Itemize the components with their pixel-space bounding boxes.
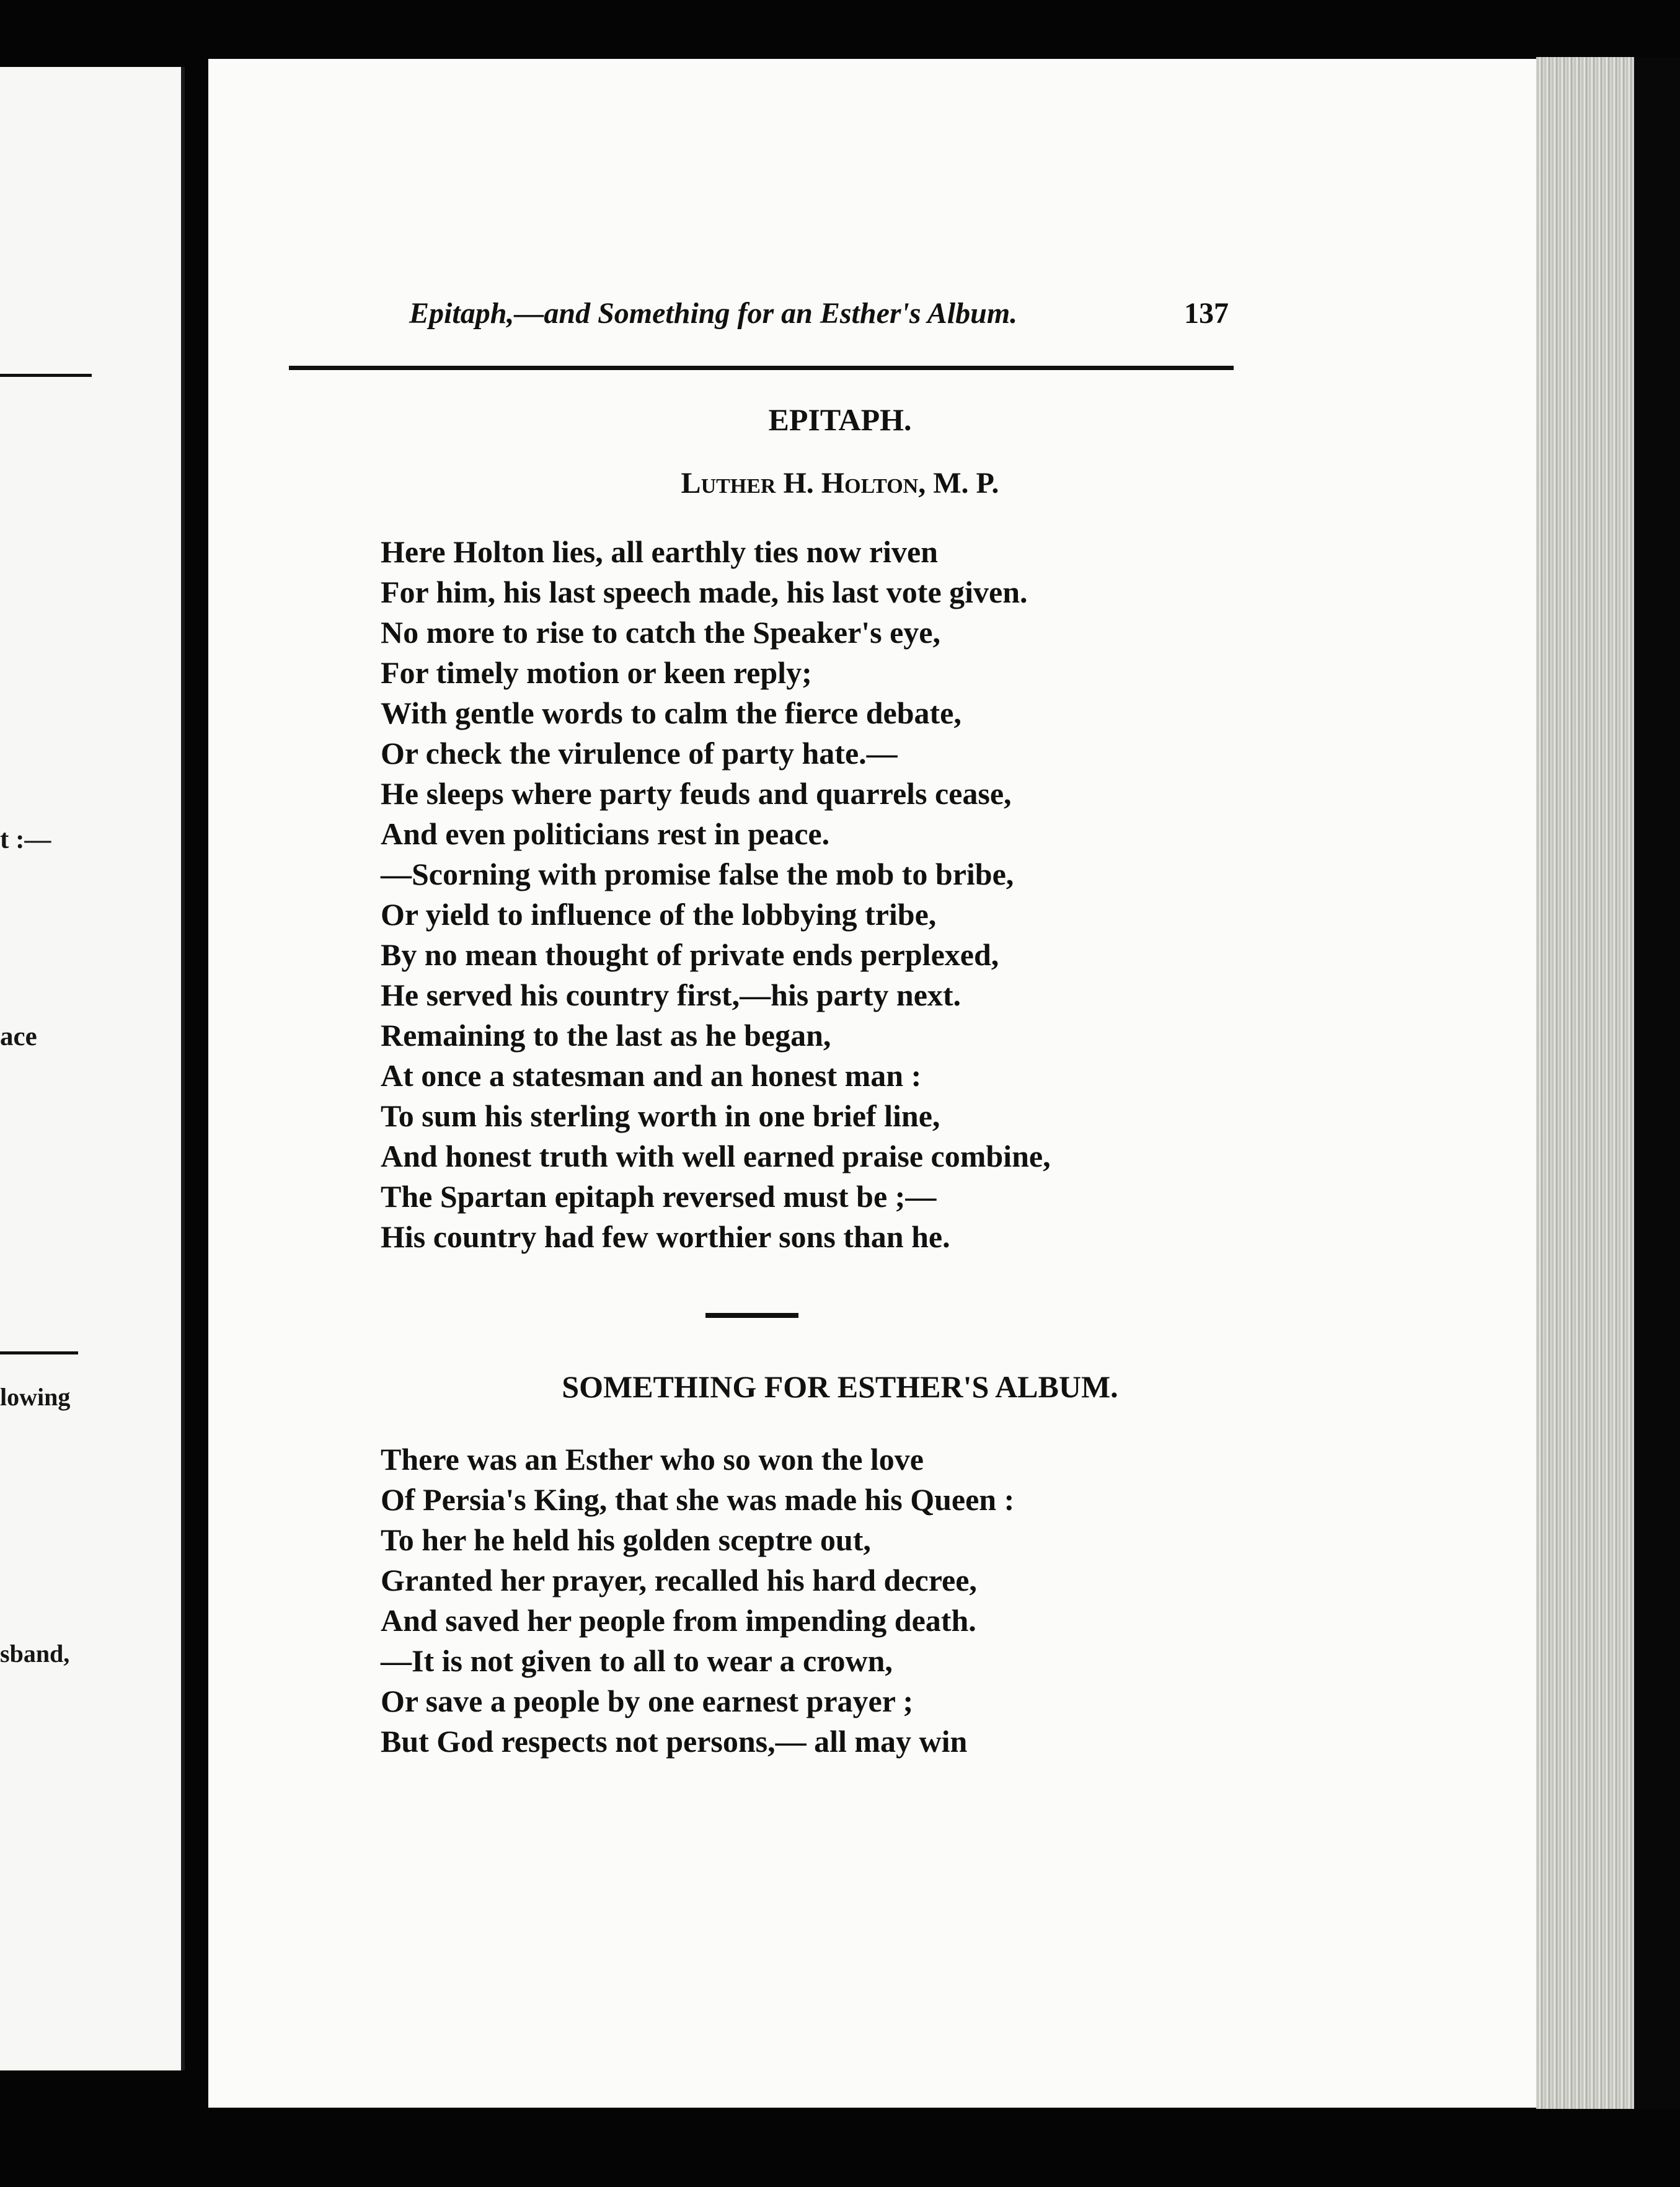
running-head: Epitaph,—and Something for an Esther's Album.	[409, 297, 1018, 330]
poem-line: To her he held his golden sceptre out,	[381, 1522, 871, 1557]
poem-line: He served his country first,—his party next.	[381, 978, 962, 1012]
poem-line: With gentle words to calm the fierce debate,	[381, 696, 962, 730]
poem-line: Or yield to influence of the lobbying tribe,	[381, 897, 937, 932]
page-edges	[1536, 57, 1635, 2109]
epitaph-poem	[381, 532, 1051, 1257]
previous-page-rule-bottom	[0, 1351, 78, 1354]
previous-page-fragment: sband,	[0, 1640, 70, 1668]
poem-line: He sleeps where party feuds and quarrels cease,	[381, 776, 1012, 811]
section-separator	[705, 1313, 798, 1318]
album-title: SOMETHING FOR ESTHER'S ALBUM.	[562, 1369, 1118, 1404]
poem-line: The Spartan epitaph reversed must be ;—	[381, 1179, 937, 1214]
previous-page-fragment: lowing	[0, 1383, 71, 1411]
poem-line: Here Holton lies, all earthly ties now riven	[381, 534, 938, 569]
poem-line: But God respects not persons,— all may win	[381, 1724, 968, 1759]
poem-line: By no mean thought of private ends perplexed,	[381, 937, 999, 972]
poem-line: His country had few worthier sons than he.	[381, 1219, 950, 1254]
page-number: 137	[1184, 297, 1229, 330]
poem-line: Or check the virulence of party hate.—	[381, 736, 898, 771]
poem-line: There was an Esther who so won the love	[381, 1442, 924, 1477]
previous-page	[0, 67, 185, 2070]
poem-line: Granted her prayer, recalled his hard decree,	[381, 1563, 977, 1597]
poem-line: Remaining to the last as he began,	[381, 1018, 831, 1053]
previous-page-fragment: ace	[0, 1022, 37, 1051]
poem-line: No more to rise to catch the Speaker's eye,	[381, 615, 941, 650]
poem-line: At once a statesman and an honest man :	[381, 1058, 922, 1093]
poem-line: Or save a people by one earnest prayer ;	[381, 1684, 914, 1718]
poem-line: And saved her people from impending death.	[381, 1603, 976, 1638]
previous-page-fragment: t :—	[0, 825, 51, 854]
epitaph-subtitle: Luther H. Holton, M. P.	[681, 467, 999, 500]
poem-line: And even politicians rest in peace.	[381, 816, 830, 851]
poem-line: To sum his sterling worth in one brief line,	[381, 1098, 940, 1133]
poem-line: Of Persia's King, that she was made his Queen :	[381, 1482, 1015, 1517]
album-poem	[381, 1439, 1014, 1762]
poem-line: —It is not given to all to wear a crown,	[381, 1643, 893, 1678]
header-rule	[289, 366, 1234, 370]
poem-line: —Scorning with promise false the mob to bribe,	[381, 857, 1014, 891]
poem-line: For him, his last speech made, his last vote given.	[381, 575, 1028, 609]
poem-line: And honest truth with well earned praise combine,	[381, 1139, 1051, 1173]
poem-line: For timely motion or keen reply;	[381, 655, 812, 690]
scan-border	[1634, 57, 1680, 2109]
epitaph-title: EPITAPH.	[768, 402, 912, 437]
previous-page-rule-top	[0, 374, 92, 377]
